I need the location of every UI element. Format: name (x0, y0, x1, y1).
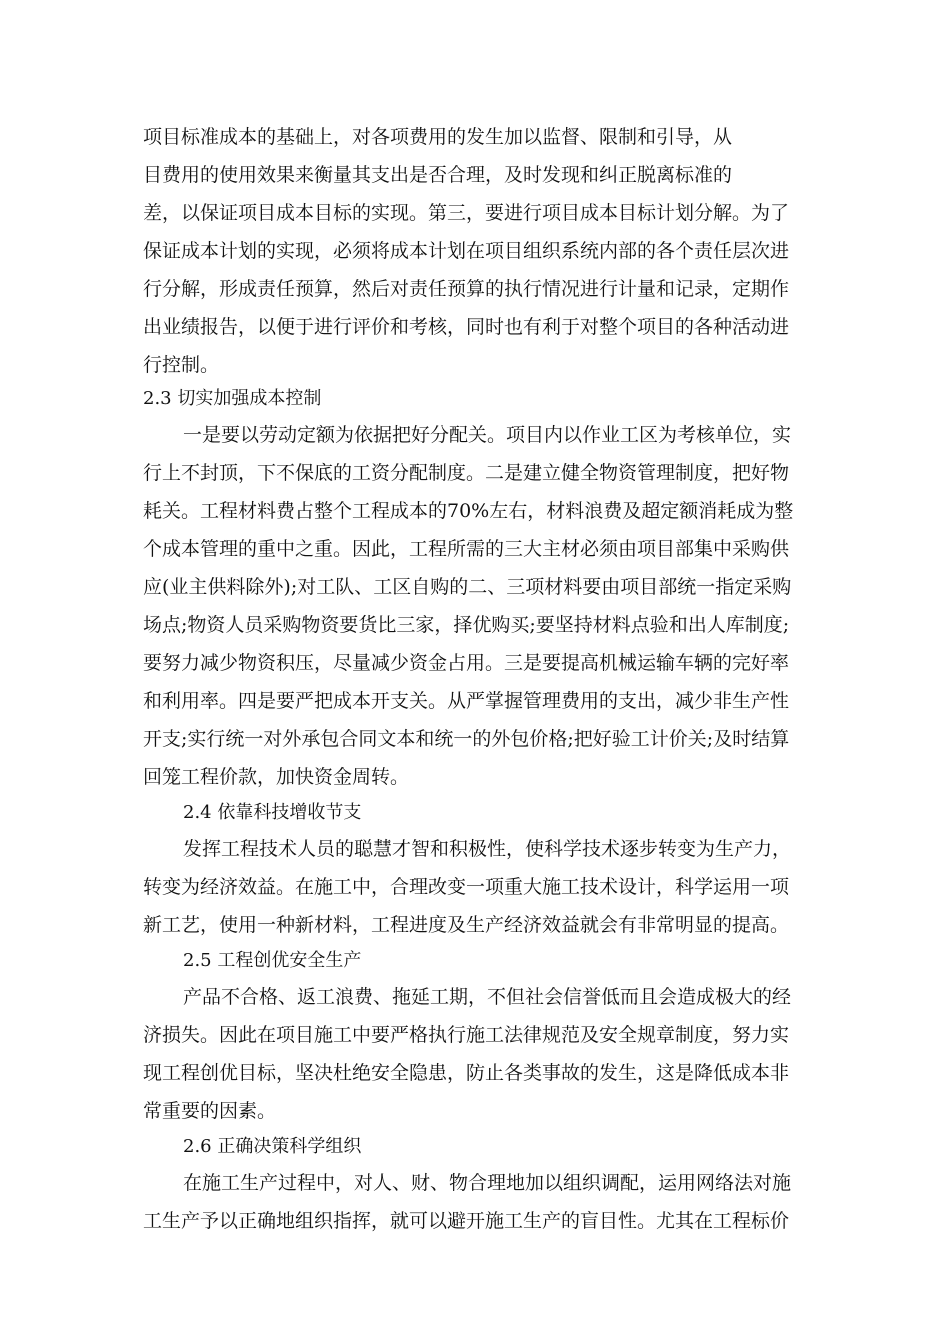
body-line: 差，以保证项目成本目标的实现。第三，要进行项目成本目标计划分解。为了 (143, 202, 790, 224)
body-line: 现工程创优目标，坚决杜绝安全隐患，防止各类事故的发生，这是降低成本非 (143, 1062, 790, 1084)
body-line: 新工艺，使用一种新材料，工程进度及生产经济效益就会有非常明显的提高。 (143, 914, 790, 936)
section-heading-2-5: 2.5 工程创优安全生产 (183, 950, 362, 971)
body-line: 一是要以劳动定额为依据把好分配关。项目内以作业工区为考核单位，实 (183, 424, 792, 446)
body-line: 济损失。因此在项目施工中要严格执行施工法律规范及安全规章制度，努力实 (143, 1024, 790, 1046)
body-line: 常重要的因素。 (143, 1100, 277, 1122)
body-line: 项目标准成本的基础上，对各项费用的发生加以监督、限制和引导，从 (143, 126, 733, 148)
body-line: 出业绩报告，以便于进行评价和考核，同时也有利于对整个项目的各种活动进 (143, 316, 790, 338)
body-line: 转变为经济效益。在施工中，合理改变一项重大施工技术设计，科学运用一项 (143, 876, 790, 898)
body-line: 在施工生产过程中，对人、财、物合理地加以组织调配，运用网络法对施 (183, 1172, 792, 1194)
body-line: 应(业主供料除外);对工队、工区自购的二、三项材料要由项目部统一指定采购 (143, 576, 792, 598)
body-line: 开支;实行统一对外承包合同文本和统一的外包价格;把好验工计价关;及时结算 (143, 728, 790, 750)
body-line: 场点;物资人员采购物资要货比三家，择优购买;要坚持材料点验和出人库制度; (143, 614, 790, 636)
body-line: 行控制。 (143, 354, 220, 376)
body-line: 回笼工程价款，加快资金周转。 (143, 766, 410, 788)
section-heading-2-3: 2.3 切实加强成本控制 (143, 388, 322, 409)
section-heading-2-4: 2.4 依靠科技增收节支 (183, 802, 362, 823)
body-line: 个成本管理的重中之重。因此，工程所需的三大主材必须由项目部集中采购供 (143, 538, 790, 560)
section-heading-2-6: 2.6 正确决策科学组织 (183, 1136, 362, 1157)
body-line: 工生产予以正确地组织指挥，就可以避开施工生产的盲目性。尤其在工程标价 (143, 1210, 790, 1232)
body-line: 和利用率。四是要严把成本开支关。从严掌握管理费用的支出，减少非生产性 (143, 690, 790, 712)
body-line: 行分解，形成责任预算，然后对责任预算的执行情况进行计量和记录，定期作 (143, 278, 790, 300)
body-line: 保证成本计划的实现，必须将成本计划在项目组织系统内部的各个责任层次进 (143, 240, 790, 262)
body-line: 发挥工程技术人员的聪慧才智和积极性，使科学技术逐步转变为生产力， (183, 838, 792, 860)
body-line: 目费用的使用效果来衡量其支出是否合理，及时发现和纠正脱离标准的 (143, 164, 733, 186)
body-line: 产品不合格、返工浪费、拖延工期，不但社会信誉低而且会造成极大的经 (183, 986, 792, 1008)
body-line: 耗关。工程材料费占整个工程成本的70%左右，材料浪费及超定额消耗成为整 (143, 500, 794, 522)
body-line: 要努力减少物资积压，尽量减少资金占用。三是要提高机械运输车辆的完好率 (143, 652, 790, 674)
body-line: 行上不封顶，下不保底的工资分配制度。二是建立健全物资管理制度，把好物 (143, 462, 790, 484)
